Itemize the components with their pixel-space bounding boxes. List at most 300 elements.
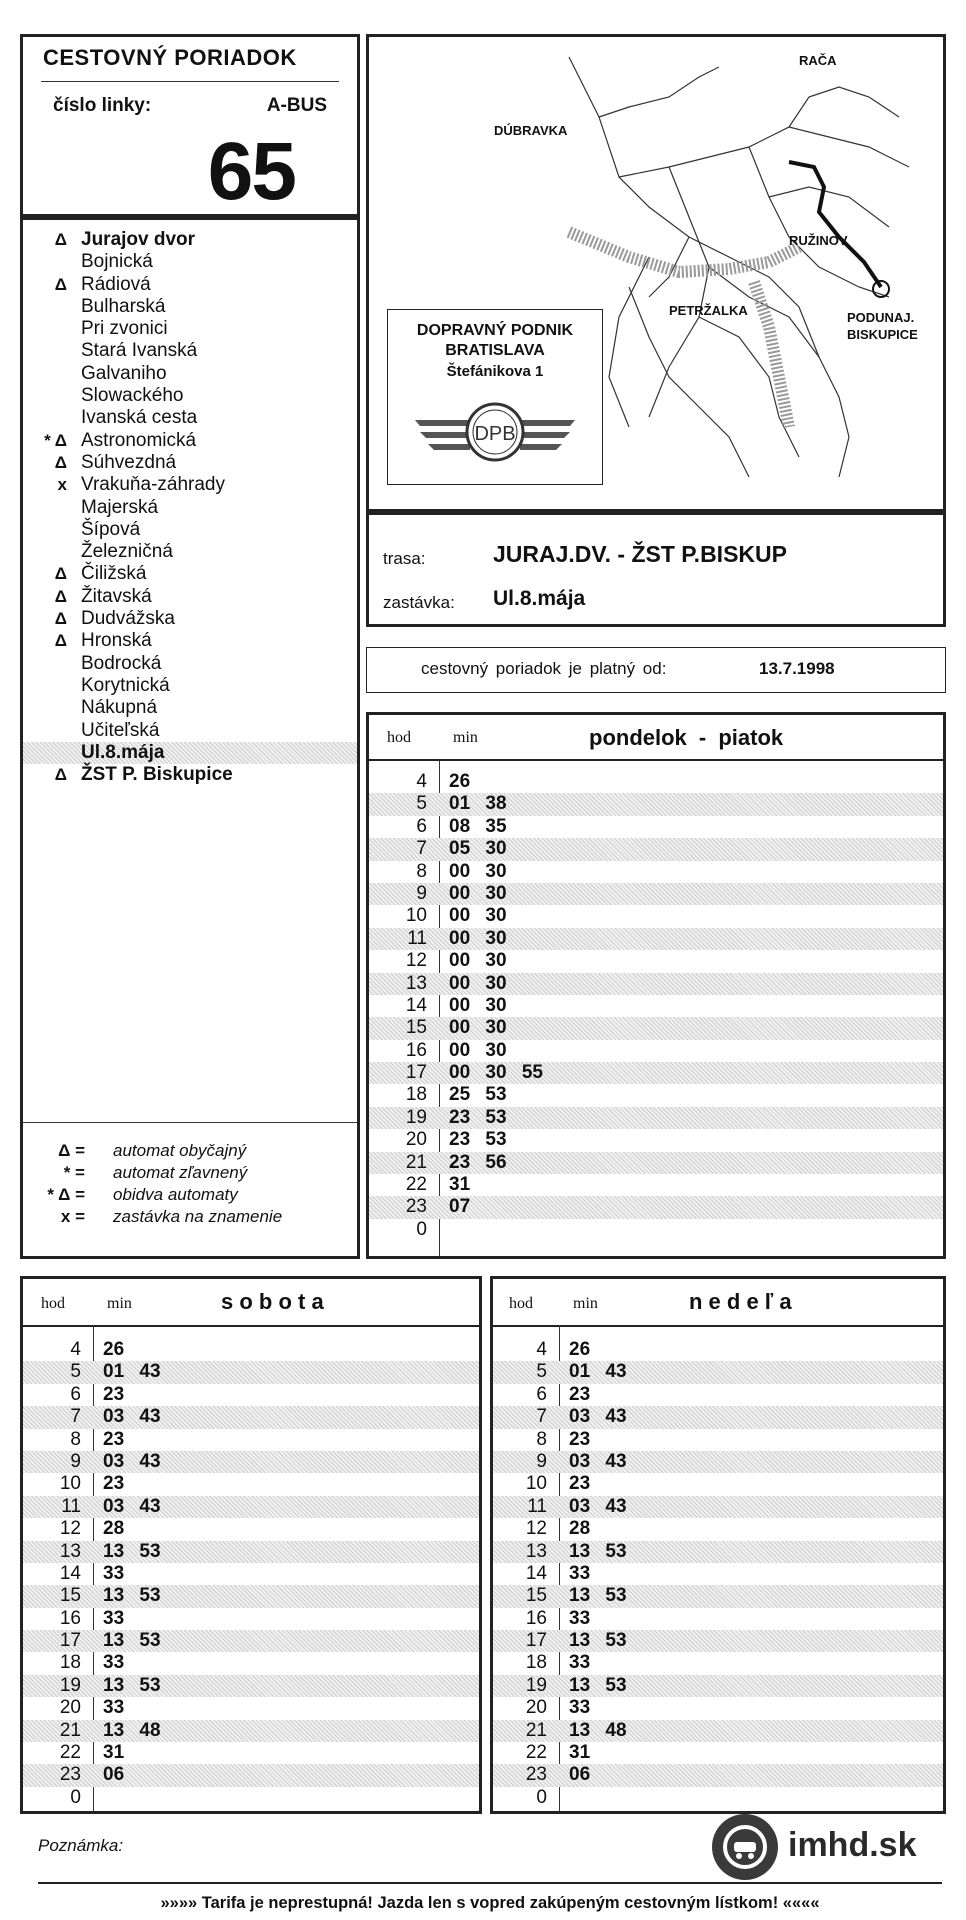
hour-cell: 13 (405, 972, 427, 994)
minutes-cell: 13 53 (569, 1585, 627, 1607)
legend-text: automat obyčajný (113, 1141, 247, 1160)
timetable-row (23, 1697, 479, 1719)
stop-name: Bulharská (81, 295, 166, 317)
hour-cell: 8 (536, 1428, 547, 1450)
stop-name: Súhvezdná (81, 451, 177, 473)
minutes-cell: 33 (103, 1562, 125, 1584)
hour-cell: 14 (525, 1562, 547, 1584)
minutes-cell: 26 (449, 771, 471, 792)
legend-divider (23, 1122, 357, 1123)
validity-box (366, 647, 946, 693)
hour-cell: 19 (525, 1674, 547, 1696)
company-name-2: BRATISLAVA (445, 342, 545, 359)
timetable-row (493, 1764, 943, 1786)
hour-cell: 23 (59, 1764, 81, 1786)
hour-cell: 22 (59, 1742, 81, 1764)
timetable-row (23, 1541, 479, 1563)
hour-cell: 12 (59, 1518, 81, 1540)
company-address: Štefánikova 1 (446, 363, 544, 380)
hour-cell: 7 (70, 1406, 81, 1428)
stop-item (23, 586, 357, 608)
hour-cell: 21 (59, 1719, 81, 1741)
river-arm (754, 282, 789, 427)
timetable-row (369, 861, 943, 883)
company-box (387, 309, 603, 485)
minutes-cell: 00 30 (449, 860, 507, 882)
minutes-cell: 23 (569, 1383, 591, 1405)
stop-item (23, 430, 357, 452)
hour-cell: 0 (536, 1786, 547, 1808)
timetable-row (23, 1429, 479, 1451)
hour-cell: 13 (525, 1540, 547, 1562)
stop-item (23, 519, 357, 541)
hour-cell: 21 (405, 1151, 427, 1173)
hour-cell: 20 (59, 1697, 81, 1719)
stop-item (23, 296, 357, 318)
map-box (366, 34, 946, 512)
stop-name: Stará Ivanská (81, 340, 198, 362)
trasa-value: JURAJ.DV. - ŽST P.BISKUP (493, 541, 787, 567)
timetable-row (493, 1541, 943, 1563)
hour-cell: 16 (405, 1039, 427, 1061)
timetable-row (23, 1406, 479, 1428)
tariff-notice: »»»» Tarifa je neprestupná! Jazda len s vopred zakúpeným cestovným lístkom! «««« (160, 1894, 820, 1912)
hour-cell: 22 (525, 1742, 547, 1764)
stop-list (23, 229, 357, 786)
minutes-cell: 00 30 (449, 882, 507, 904)
timetable-row (493, 1563, 943, 1585)
minutes-cell: 05 30 (449, 838, 507, 860)
zastavka-value: Ul.8.mája (493, 587, 586, 610)
minutes-cell: 28 (103, 1518, 125, 1540)
minutes-cell: 00 30 (449, 972, 507, 994)
stop-name: Korytnická (81, 674, 170, 696)
stop-name: Jurajov dvor (81, 229, 196, 250)
minutes-cell: 03 43 (569, 1495, 627, 1517)
zastavka-label: zastávka: (383, 593, 455, 612)
stop-name: ŽST P. Biskupice (81, 764, 233, 786)
timetable-row (23, 1787, 479, 1809)
minutes-cell: 23 53 (449, 1129, 507, 1151)
timetable-row (369, 973, 943, 995)
stop-item (23, 764, 357, 786)
saturday-rows (23, 1339, 479, 1809)
minutes-cell: 07 (449, 1196, 471, 1218)
saturday-hod-header: hod (41, 1295, 65, 1312)
timetable-row (493, 1720, 943, 1742)
minutes-cell: 03 43 (569, 1406, 627, 1428)
hour-cell: 16 (59, 1607, 81, 1629)
stop-marker: Δ (54, 564, 67, 584)
timetable-row (493, 1742, 943, 1764)
minutes-cell: 03 43 (103, 1406, 161, 1428)
stop-name: Dudvážska (81, 608, 175, 630)
hour-cell: 8 (70, 1428, 81, 1450)
timetable-row (23, 1518, 479, 1540)
stop-item (23, 363, 357, 385)
minutes-cell: 23 56 (449, 1151, 507, 1173)
line-number: 65 (207, 126, 295, 217)
legend-symbol: Δ = (58, 1141, 85, 1160)
stop-item (23, 630, 357, 652)
stop-name: Ul.8.mája (81, 741, 165, 763)
stop-name: Bodrocká (81, 652, 162, 674)
legend-symbol: x = (60, 1207, 85, 1226)
stop-item (23, 407, 357, 429)
timetable-row (493, 1473, 943, 1495)
validity-label: cestovný poriadok je platný od: (421, 659, 667, 678)
stop-item (23, 274, 357, 296)
map-road (609, 257, 649, 427)
timetable-row (369, 883, 943, 905)
minutes-cell: 01 38 (449, 793, 507, 815)
weekday-min-header: min (453, 729, 478, 746)
minutes-cell: 25 53 (449, 1084, 507, 1106)
minutes-cell: 33 (569, 1607, 591, 1629)
legend-item (23, 1184, 357, 1206)
timetable-row (23, 1451, 479, 1473)
stop-name: Galvaniho (81, 362, 167, 384)
minutes-cell: 33 (103, 1697, 125, 1719)
minutes-cell: 23 (569, 1428, 591, 1450)
minutes-cell: 33 (103, 1652, 125, 1674)
hour-cell: 13 (59, 1540, 81, 1562)
weekday-title: pondelok - piatok (589, 725, 784, 750)
footer-divider (38, 1882, 942, 1884)
timetable-row (369, 838, 943, 860)
sunday-rows (493, 1339, 943, 1809)
stop-item (23, 340, 357, 362)
minutes-cell: 33 (569, 1562, 591, 1584)
minutes-cell: 06 (103, 1764, 125, 1786)
minutes-cell: 03 43 (569, 1450, 627, 1472)
hour-cell: 14 (405, 994, 427, 1016)
minutes-cell: 06 (569, 1764, 591, 1786)
minutes-cell: 00 30 (449, 950, 507, 972)
map-label-petrzalka: PETRŽALKA (669, 303, 748, 318)
stop-item (23, 675, 357, 697)
hour-cell: 19 (405, 1106, 427, 1128)
hour-cell: 21 (525, 1719, 547, 1741)
timetable-row (493, 1697, 943, 1719)
minutes-cell: 01 43 (103, 1361, 161, 1383)
minutes-cell: 31 (569, 1742, 591, 1764)
stop-marker: Δ (54, 586, 67, 606)
stop-item (23, 474, 357, 496)
minutes-cell: 23 (569, 1473, 591, 1495)
timetable-row (369, 771, 943, 793)
hour-cell: 18 (59, 1652, 81, 1674)
weekday-box (366, 712, 946, 1259)
timetable-row (369, 1040, 943, 1062)
timetable-row (493, 1339, 943, 1361)
minutes-cell: 00 30 (449, 1039, 507, 1061)
map-road (749, 147, 889, 297)
hour-cell: 17 (525, 1630, 547, 1652)
timetable-row (23, 1563, 479, 1585)
timetable-row (23, 1742, 479, 1764)
map-label-dubravka: DÚBRAVKA (494, 123, 568, 138)
timetable-row (493, 1406, 943, 1428)
hour-cell: 10 (59, 1473, 81, 1495)
stop-name: Astronomická (81, 429, 197, 451)
timetable-row (23, 1339, 479, 1361)
hour-cell: 23 (525, 1764, 547, 1786)
hour-cell: 6 (70, 1383, 81, 1405)
stop-name: Majerská (81, 496, 159, 518)
timetable-row (493, 1675, 943, 1697)
timetable-row (493, 1496, 943, 1518)
hour-cell: 18 (405, 1084, 427, 1106)
minutes-cell: 13 53 (569, 1630, 627, 1652)
hour-cell: 10 (525, 1473, 547, 1495)
timetable-row (369, 1062, 943, 1084)
map-road (769, 187, 889, 227)
map-label-ruzinov: RUŽINOV (789, 233, 848, 248)
trasa-label: trasa: (383, 549, 426, 568)
stop-name: Hronská (81, 630, 152, 652)
stop-item (23, 497, 357, 519)
minutes-cell: 23 (103, 1473, 125, 1495)
line-type: A-BUS (266, 95, 327, 116)
hour-cell: 17 (59, 1630, 81, 1652)
stop-item (23, 697, 357, 719)
stop-item (23, 563, 357, 585)
timetable-row (369, 1017, 943, 1039)
timetable-row (23, 1720, 479, 1742)
minutes-cell: 00 30 (449, 1017, 507, 1039)
hour-cell: 11 (407, 927, 427, 949)
stop-name: Ivanská cesta (81, 407, 198, 429)
stop-name: Slowackého (81, 385, 184, 407)
timetable-row (493, 1787, 943, 1809)
minutes-cell: 13 53 (569, 1540, 627, 1562)
weekday-rows (369, 771, 943, 1241)
hour-cell: 5 (536, 1361, 547, 1383)
hour-cell: 4 (70, 1339, 81, 1360)
stop-name: Čiližská (81, 563, 147, 585)
hour-cell: 12 (525, 1518, 547, 1540)
timetable-row (493, 1384, 943, 1406)
minutes-cell: 26 (569, 1339, 591, 1360)
timetable-row (369, 928, 943, 950)
minutes-cell: 13 53 (103, 1630, 161, 1652)
minutes-cell: 23 (103, 1428, 125, 1450)
timetable-row (369, 1152, 943, 1174)
hour-cell: 20 (405, 1129, 427, 1151)
stop-marker: Δ (54, 609, 67, 629)
stop-item (23, 720, 357, 742)
hour-cell: 15 (525, 1585, 547, 1607)
hour-cell: 15 (59, 1585, 81, 1607)
dpb-logo (410, 392, 580, 472)
timetable-row (369, 793, 943, 815)
minutes-cell: 08 35 (449, 815, 507, 837)
minutes-cell: 31 (103, 1742, 125, 1764)
hour-cell: 5 (70, 1361, 81, 1383)
minutes-cell: 13 53 (103, 1540, 161, 1562)
stop-name: Učiteľská (81, 719, 160, 741)
hour-cell: 17 (405, 1062, 427, 1084)
hour-cell: 9 (536, 1450, 547, 1472)
map-road (599, 67, 719, 117)
stop-item (23, 229, 357, 251)
legend-item (23, 1140, 357, 1162)
hour-cell: 6 (416, 815, 427, 837)
header-divider (41, 81, 339, 82)
timetable-row (493, 1518, 943, 1540)
map-road (649, 167, 709, 417)
sunday-title: n e d e ľ a (689, 1289, 792, 1314)
hour-cell: 15 (405, 1017, 427, 1039)
saturday-title: s o b o t a (221, 1289, 324, 1314)
timetable-row (369, 1084, 943, 1106)
hour-cell: 9 (416, 882, 427, 904)
timetable-row (23, 1630, 479, 1652)
sunday-min-header: min (573, 1295, 598, 1312)
timetable-row (23, 1585, 479, 1607)
stops-box (20, 217, 360, 1259)
minutes-cell: 26 (103, 1339, 125, 1360)
minutes-cell: 01 43 (569, 1361, 627, 1383)
hour-cell: 19 (59, 1674, 81, 1696)
stop-name: Vrakuňa-záhrady (81, 474, 225, 496)
minutes-cell: 13 53 (103, 1674, 161, 1696)
imhd-brand[interactable] (712, 1812, 942, 1884)
hour-cell: 6 (536, 1383, 547, 1405)
map-label-raca: RAČA (799, 53, 837, 68)
hour-cell: 0 (416, 1218, 427, 1240)
stop-item (23, 608, 357, 630)
minutes-cell: 00 30 55 (449, 1062, 543, 1084)
stop-name: Žitavská (81, 585, 152, 607)
dpb-logo-text: DPB (474, 423, 516, 445)
hour-cell: 4 (416, 771, 427, 792)
sunday-hod-header: hod (509, 1295, 533, 1312)
hour-cell: 16 (525, 1607, 547, 1629)
timetable-row (493, 1429, 943, 1451)
timetable-row (23, 1764, 479, 1786)
stop-item (23, 251, 357, 273)
hour-cell: 11 (527, 1495, 547, 1517)
stop-item (23, 385, 357, 407)
timetable-row (369, 905, 943, 927)
stop-item-current (23, 742, 357, 764)
stop-item (23, 653, 357, 675)
route-box (366, 512, 946, 627)
timetable-row (23, 1608, 479, 1630)
stop-name: Bojnická (81, 251, 153, 273)
timetable-row (23, 1384, 479, 1406)
legend-item (23, 1206, 357, 1228)
timetable-row (369, 816, 943, 838)
minutes-cell: 13 48 (103, 1719, 161, 1741)
legend-text: zastávka na znamenie (113, 1207, 283, 1226)
legend-item (23, 1162, 357, 1184)
danube-river (569, 232, 799, 272)
stop-marker: Δ (54, 452, 67, 472)
minutes-cell: 31 (449, 1174, 471, 1196)
stop-marker: * Δ (44, 430, 67, 450)
legend-symbol: * Δ = (47, 1185, 85, 1204)
minutes-cell: 23 53 (449, 1106, 507, 1128)
company-name-1: DOPRAVNÝ PODNIK (416, 322, 574, 339)
timetable-row (369, 1219, 943, 1241)
note-label: Poznámka: (38, 1836, 124, 1855)
minutes-cell: 00 30 (449, 994, 507, 1016)
stop-marker: Δ (54, 631, 67, 651)
sunday-header-line (493, 1325, 943, 1327)
legend-text: obidva automaty (113, 1185, 238, 1204)
timetable-row (369, 950, 943, 972)
saturday-min-header: min (107, 1295, 132, 1312)
timetable-row (23, 1675, 479, 1697)
minutes-cell: 33 (569, 1652, 591, 1674)
hour-cell: 7 (416, 838, 427, 860)
hour-cell: 11 (61, 1495, 81, 1517)
stop-item (23, 318, 357, 340)
minutes-cell: 33 (103, 1607, 125, 1629)
timetable-row (369, 1129, 943, 1151)
validity-date: 13.7.1998 (759, 659, 835, 678)
sunday-box (490, 1276, 946, 1814)
minutes-cell: 13 53 (569, 1674, 627, 1696)
hour-cell: 20 (525, 1697, 547, 1719)
minutes-cell: 28 (569, 1518, 591, 1540)
timetable-row (369, 1174, 943, 1196)
timetable-title: CESTOVNÝ PORIADOK (43, 45, 297, 70)
minutes-cell: 33 (569, 1697, 591, 1719)
map-road (809, 87, 899, 117)
timetable-row (493, 1652, 943, 1674)
legend (23, 1140, 357, 1228)
saturday-header-line (23, 1325, 479, 1327)
map-label-biskupice: BISKUPICE (847, 327, 918, 342)
timetable-row (369, 995, 943, 1017)
timetable-row (493, 1630, 943, 1652)
timetable-row (23, 1652, 479, 1674)
hour-cell: 4 (536, 1339, 547, 1360)
stop-name: Pri zvonici (81, 318, 168, 340)
map-road (789, 127, 909, 167)
hour-cell: 22 (405, 1174, 427, 1196)
stop-marker: x (57, 475, 67, 495)
timetable-row (493, 1608, 943, 1630)
stop-item (23, 541, 357, 563)
minutes-cell: 00 30 (449, 927, 507, 949)
stop-name: Nákupná (81, 697, 158, 719)
timetable-row (23, 1496, 479, 1518)
timetable-row (23, 1473, 479, 1495)
stop-marker: Δ (54, 274, 67, 294)
hour-cell: 12 (405, 950, 427, 972)
header-box (20, 34, 360, 217)
stop-marker: Δ (54, 230, 67, 249)
timetable-row (23, 1361, 479, 1383)
hour-cell: 7 (536, 1406, 547, 1428)
stop-name: Železničná (81, 541, 173, 563)
weekday-header-line (369, 759, 943, 761)
hour-cell: 23 (405, 1196, 427, 1218)
minutes-cell: 13 48 (569, 1719, 627, 1741)
timetable-row (493, 1585, 943, 1607)
imhd-logo-icon (712, 1814, 778, 1880)
stop-name: Rádiová (81, 273, 151, 295)
timetable-row (493, 1361, 943, 1383)
legend-text: automat zľavnený (113, 1163, 248, 1182)
hour-cell: 9 (70, 1450, 81, 1472)
minutes-cell: 00 30 (449, 905, 507, 927)
